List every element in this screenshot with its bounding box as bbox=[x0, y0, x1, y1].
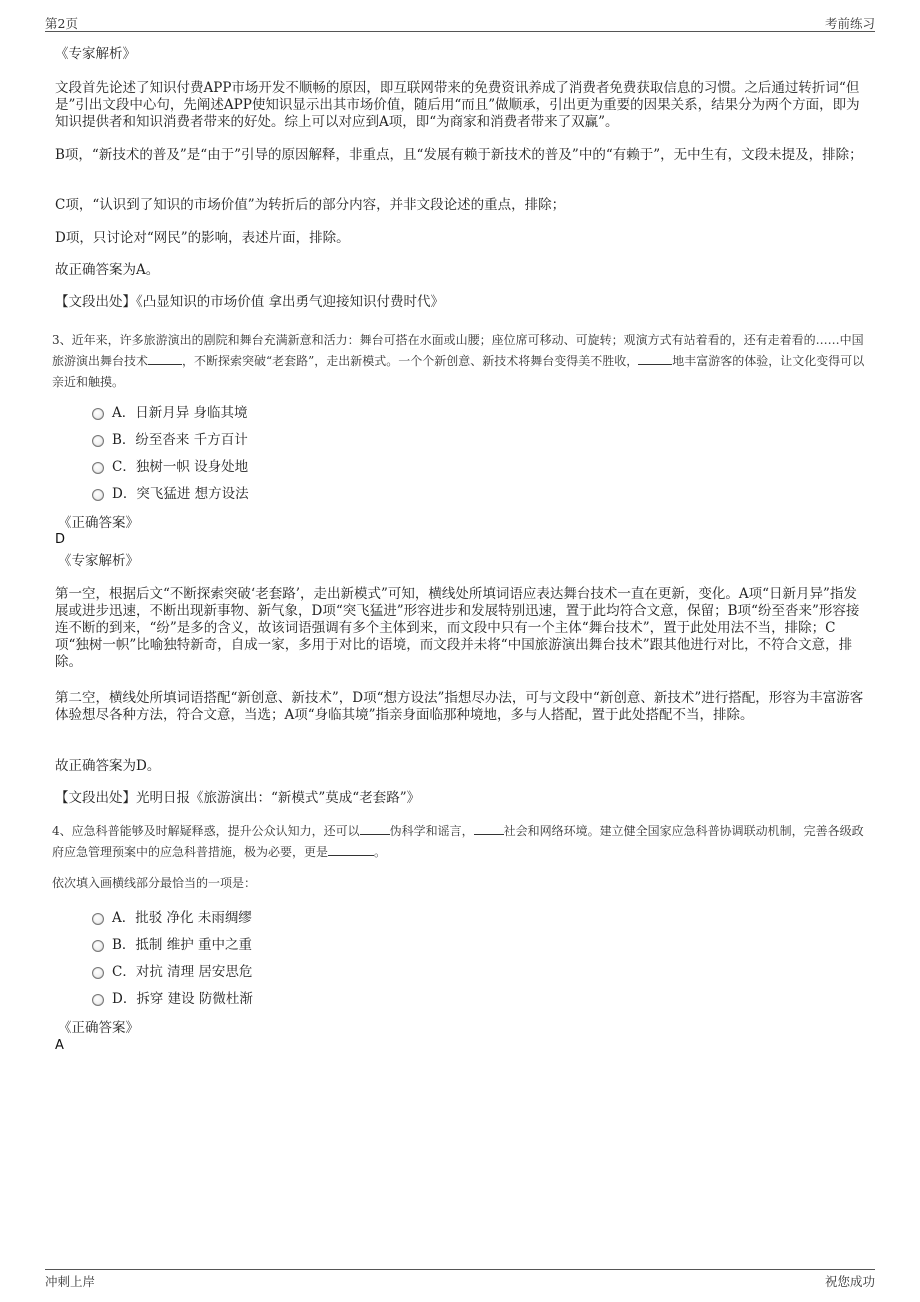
option-label: D．拆穿 建设 防微杜渐 bbox=[112, 991, 253, 1007]
q2-analysis-heading: 《专家解析》 bbox=[55, 46, 136, 62]
q4-answer-label: 《正确答案》 bbox=[58, 1020, 139, 1036]
q3-conclusion: 故正确答案为D。 bbox=[55, 758, 161, 774]
q4-stem-part-4: 。 bbox=[374, 845, 387, 859]
option-label: A．日新月异 身临其境 bbox=[112, 405, 248, 421]
q4-stem bbox=[52, 821, 868, 863]
footer-left-text: 冲刺上岸 bbox=[45, 1274, 96, 1289]
q2-analysis-paragraph-3: C项，“认识到了知识的市场价值”为转折后的部分内容，并非文段论述的重点，排除； bbox=[55, 197, 566, 213]
q4-blank-1 bbox=[360, 822, 390, 835]
option-label: A．批驳 净化 未雨绸缪 bbox=[112, 910, 252, 926]
radio-button-icon[interactable] bbox=[92, 489, 104, 501]
option-label: D．突飞猛进 想方设法 bbox=[112, 486, 249, 502]
q4-blank-3 bbox=[328, 843, 374, 856]
footer-right-text: 祝您成功 bbox=[824, 1274, 875, 1289]
q4-blank-2 bbox=[474, 822, 504, 835]
radio-button-icon[interactable] bbox=[92, 994, 104, 1006]
q3-analysis-heading: 《专家解析》 bbox=[58, 553, 139, 569]
page-footer bbox=[45, 1272, 875, 1290]
radio-button-icon[interactable] bbox=[92, 435, 104, 447]
q2-source: 【文段出处】《凸显知识的市场价值 拿出勇气迎接知识付费时代》 bbox=[55, 294, 445, 310]
q3-analysis-paragraph-2: 第二空，横线处所填词语搭配“新创意、新技术”，D项“想方设法”指想尽办法，可与文段中“新创意、新技术”进行搭配，形容为丰富游客体验想尽各种方法，符合文意，当选；A项“身临其境”指亲身面临那种境地，多与人搭配，置于此处搭配不当，排除。 bbox=[55, 690, 864, 723]
q2-analysis-paragraph-4: D项，只讨论对“网民”的影响，表述片面，排除。 bbox=[55, 230, 350, 246]
q2-conclusion: 故正确答案为A。 bbox=[55, 262, 160, 278]
q3-stem-part-2: ，不断探索突破“老套路”，走出新模式。一个个新创意、新技术将舞台变得美不胜收， bbox=[182, 354, 639, 368]
radio-button-icon[interactable] bbox=[92, 967, 104, 979]
q4-instruction: 依次填入画横线部分最恰当的一项是： bbox=[52, 876, 257, 890]
q3-blank-1 bbox=[148, 352, 182, 365]
option-label: C．对抗 清理 居安思危 bbox=[112, 964, 253, 980]
q3-analysis-paragraph-1: 第一空，根据后文“不断探索突破‘老套路’，走出新模式”可知，横线处所填词语应表达舞台技术一直在更新，变化。A项“日新月异”指发展或进步迅速，不断出现新事物、新气象，D项“突飞猛进”形容进步和发展特别迅速，置于此均符合文意，保留；B项“纷至沓来”形容接连不断的到来，“纷”是多的含义，故该词语强调有多个主体到来，而文段中只有一个主体“舞台技术”，置于此处用法不当，排除；C项“独树一帜”比喻独特新奇，自成一家，多用于对比的语境，而文段并未将“中国旅游演出舞台技术”跟其他进行对比，不符合文意，排除。 bbox=[55, 586, 860, 670]
radio-button-icon[interactable] bbox=[92, 462, 104, 474]
q2-analysis-paragraph-2: B项，“新技术的普及”是“由于”引导的原因解释，非重点，且“发展有赖于新技术的普及”中的“有赖于”，无中生有，文段未提及，排除； bbox=[55, 147, 863, 163]
q4-stem-part-1: 4、应急科普能够及时解疑释惑，提升公众认知力，还可以 bbox=[52, 824, 360, 838]
q3-answer: D bbox=[55, 532, 66, 547]
q3-stem-part-3: 地丰富游客的体验，让文化变得可以亲近和触摸。 bbox=[52, 354, 865, 389]
q4-stem-part-3: 社会和网络环境。建立健全国家应急科普协调联动机制，完善各级政府应急管理预案中的应急科普措施，极为必要，更是 bbox=[52, 824, 864, 859]
q3-blank-2 bbox=[638, 352, 672, 365]
q3-stem-part-1: 3、近年来，许多旅游演出的剧院和舞台充满新意和活力：舞台可搭在水面或山腰；座位席可移动、可旋转；观演方式有站着看的，还有走着看的……中国旅游演出舞台技术 bbox=[52, 333, 864, 368]
option-label: B．纷至沓来 千方百计 bbox=[112, 432, 248, 448]
q3-source: 【文段出处】光明日报《旅游演出：“新模式”莫成“老套路”》 bbox=[55, 790, 421, 806]
radio-button-icon[interactable] bbox=[92, 940, 104, 952]
q4-answer: A bbox=[55, 1038, 64, 1053]
header-divider bbox=[45, 31, 875, 32]
footer-divider bbox=[45, 1269, 875, 1270]
option-label: B．抵制 维护 重中之重 bbox=[112, 937, 253, 953]
q4-stem-part-2: 伪科学和谣言， bbox=[389, 824, 474, 838]
q3-stem bbox=[52, 330, 868, 393]
q3-answer-label: 《正确答案》 bbox=[58, 515, 139, 531]
page-header bbox=[45, 14, 875, 32]
page-number: 第2页 bbox=[45, 16, 78, 31]
header-title: 考前练习 bbox=[824, 16, 875, 31]
radio-button-icon[interactable] bbox=[92, 913, 104, 925]
option-label: C．独树一帜 设身处地 bbox=[112, 459, 249, 475]
q2-analysis-paragraph-1: 文段首先论述了知识付费APP市场开发不顺畅的原因，即互联网带来的免费资讯养成了消费者免费获取信息的习惯。之后通过转折词“但是”引出文段中心句，先阐述APP使知识显示出其市场价值，随后用“而且”做顺承，引出更为重要的因果关系，结果分为两个方面，即为知识提供者和知识消费者带来的好处。综上可以对应到A项，即“为商家和消费者带来了双赢”。 bbox=[55, 80, 860, 130]
radio-button-icon[interactable] bbox=[92, 408, 104, 420]
